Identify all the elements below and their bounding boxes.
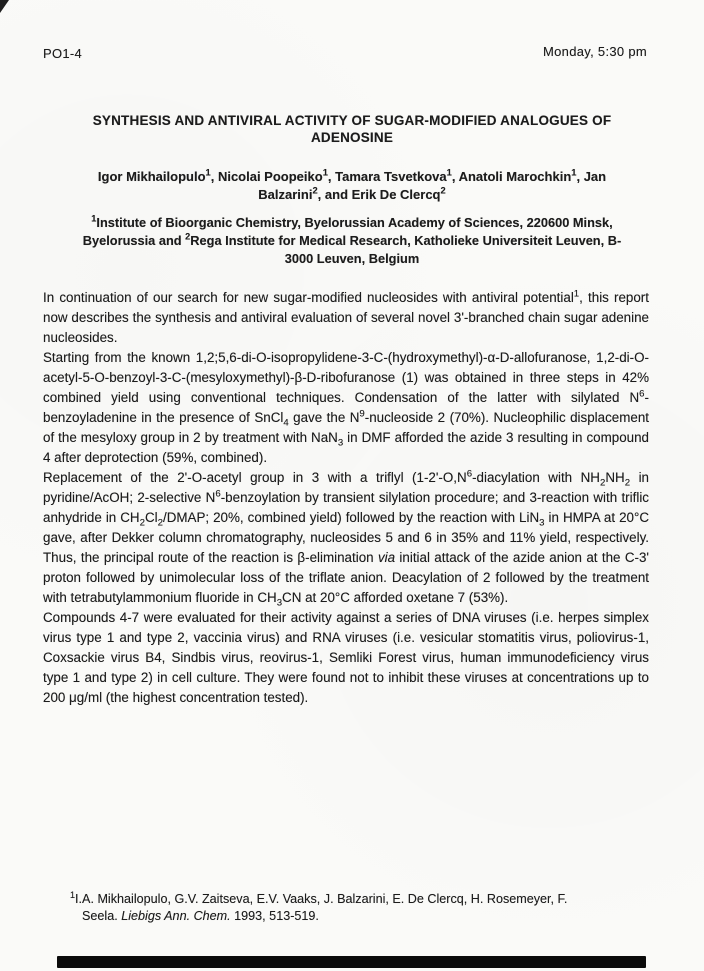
paper-title: SYNTHESIS AND ANTIVIRAL ACTIVITY OF SUGAR-MODIFIED ANALOGUES OF ADENOSINE [92,113,612,145]
session-code: PO1-4 [43,46,83,61]
abstract-paragraph-2: Starting from the known 1,2;5,6-di-O-isopropylidene-3-C-(hydroxymethyl)-α-D-allofuranose, 1,2-di-O-acetyl-5-O-benzoyl-3-C-(mesyloxymethyl)-β-D-ribofuranose (1) was obtained in three steps in 42% combined yield using conventional techniques. Condensation of the latter with silylated $N^6$-benzoyladenine in the presence of SnCl$_4$ gave the $N^9$-nucleoside 2 (70%). Nucleophilic displacement of the mesyloxy group in 2 by treatment with NaN$_3$ in DMF afforded the azide 3 resulting in compound 4 after deprotection (59%, combined). [43,350,649,465]
scan-corner-artifact [0,0,9,13]
affiliation-block: $^1$Institute of Bioorganic Chemistry, Byelorussian Academy of Sciences, 220600 Minsk, Byelorussia and $^2$Rega Institute for Medical Research, Katholieke Universiteit Leuven, B- 3000 Leuven, Belgium [82,213,622,266]
scan-edge-bar-artifact [57,956,646,968]
session-time: Monday, 5:30 pm [543,44,647,59]
reference-footnote: $^1$I.A. Mikhailopulo, G.V. Zaitseva, E.V. Vaaks, J. Balzarini, E. De Clercq, H. Rosemeyer, F. Seela. Liebigs Ann. Chem. 1993, 513-519. [70,889,568,923]
abstract-paragraph-3: Replacement of the 2'-O-acetyl group in 3 with a triflyl ($1-2'-O,N^6$-diacylation with $NH_2NH_2$ in pyridine/AcOH; 2-selective $N^6$-benzoylation by transient silylation procedure; and 3-reaction with triflic anhydride in $CH_2Cl_2$/DMAP; 20%, combined yield) followed by the reaction with LiN$_3$ in HMPA at 20°C gave, after Dekker column chromatography, nucleosides 5 and 6 in 35% and 11% yield, respectively. Thus, the principal route of the reaction is β-elimination via initial attack of the azide anion at the C-3' proton followed by unimolecular loss of the triflate anion. Deacylation of 2 followed by the treatment with tetrabutylammonium fluoride in $CH_3CN$ at 20°C afforded oxetane 7 (53%). [43,468,649,609]
author-list: Igor Mikhailopulo$^1$, Nicolai Poopeiko$^1$, Tamara Tsvetkova$^1$, Anatoli Marochkin$^1$, Jan Balzarini$^2$, and Erik De Clercq$^2$ [97,167,607,202]
abstract-paragraph-1: In continuation of our search for new sugar-modified nucleosides with antiviral potential$^1$, this report now describes the synthesis and antiviral evaluation of several novel 3'-branched chain sugar adenine nucleosides. [43,288,649,345]
abstract-body [43,288,649,708]
abstract-paragraph-4: Compounds 4-7 were evaluated for their activity against a series of DNA viruses (i.e. herpes simplex virus type 1 and type 2, vaccinia virus) and RNA viruses (i.e. vesicular stomatitis virus, poliovirus-1, Coxsackie virus B4, Sindbis virus, reovirus-1, Semliki Forest virus, human immunodeficiency virus type 1 and type 2) in cell culture. They were found not to inhibit these viruses at concentrations up to 200 μg/ml (the highest concentration tested). [43,610,649,705]
